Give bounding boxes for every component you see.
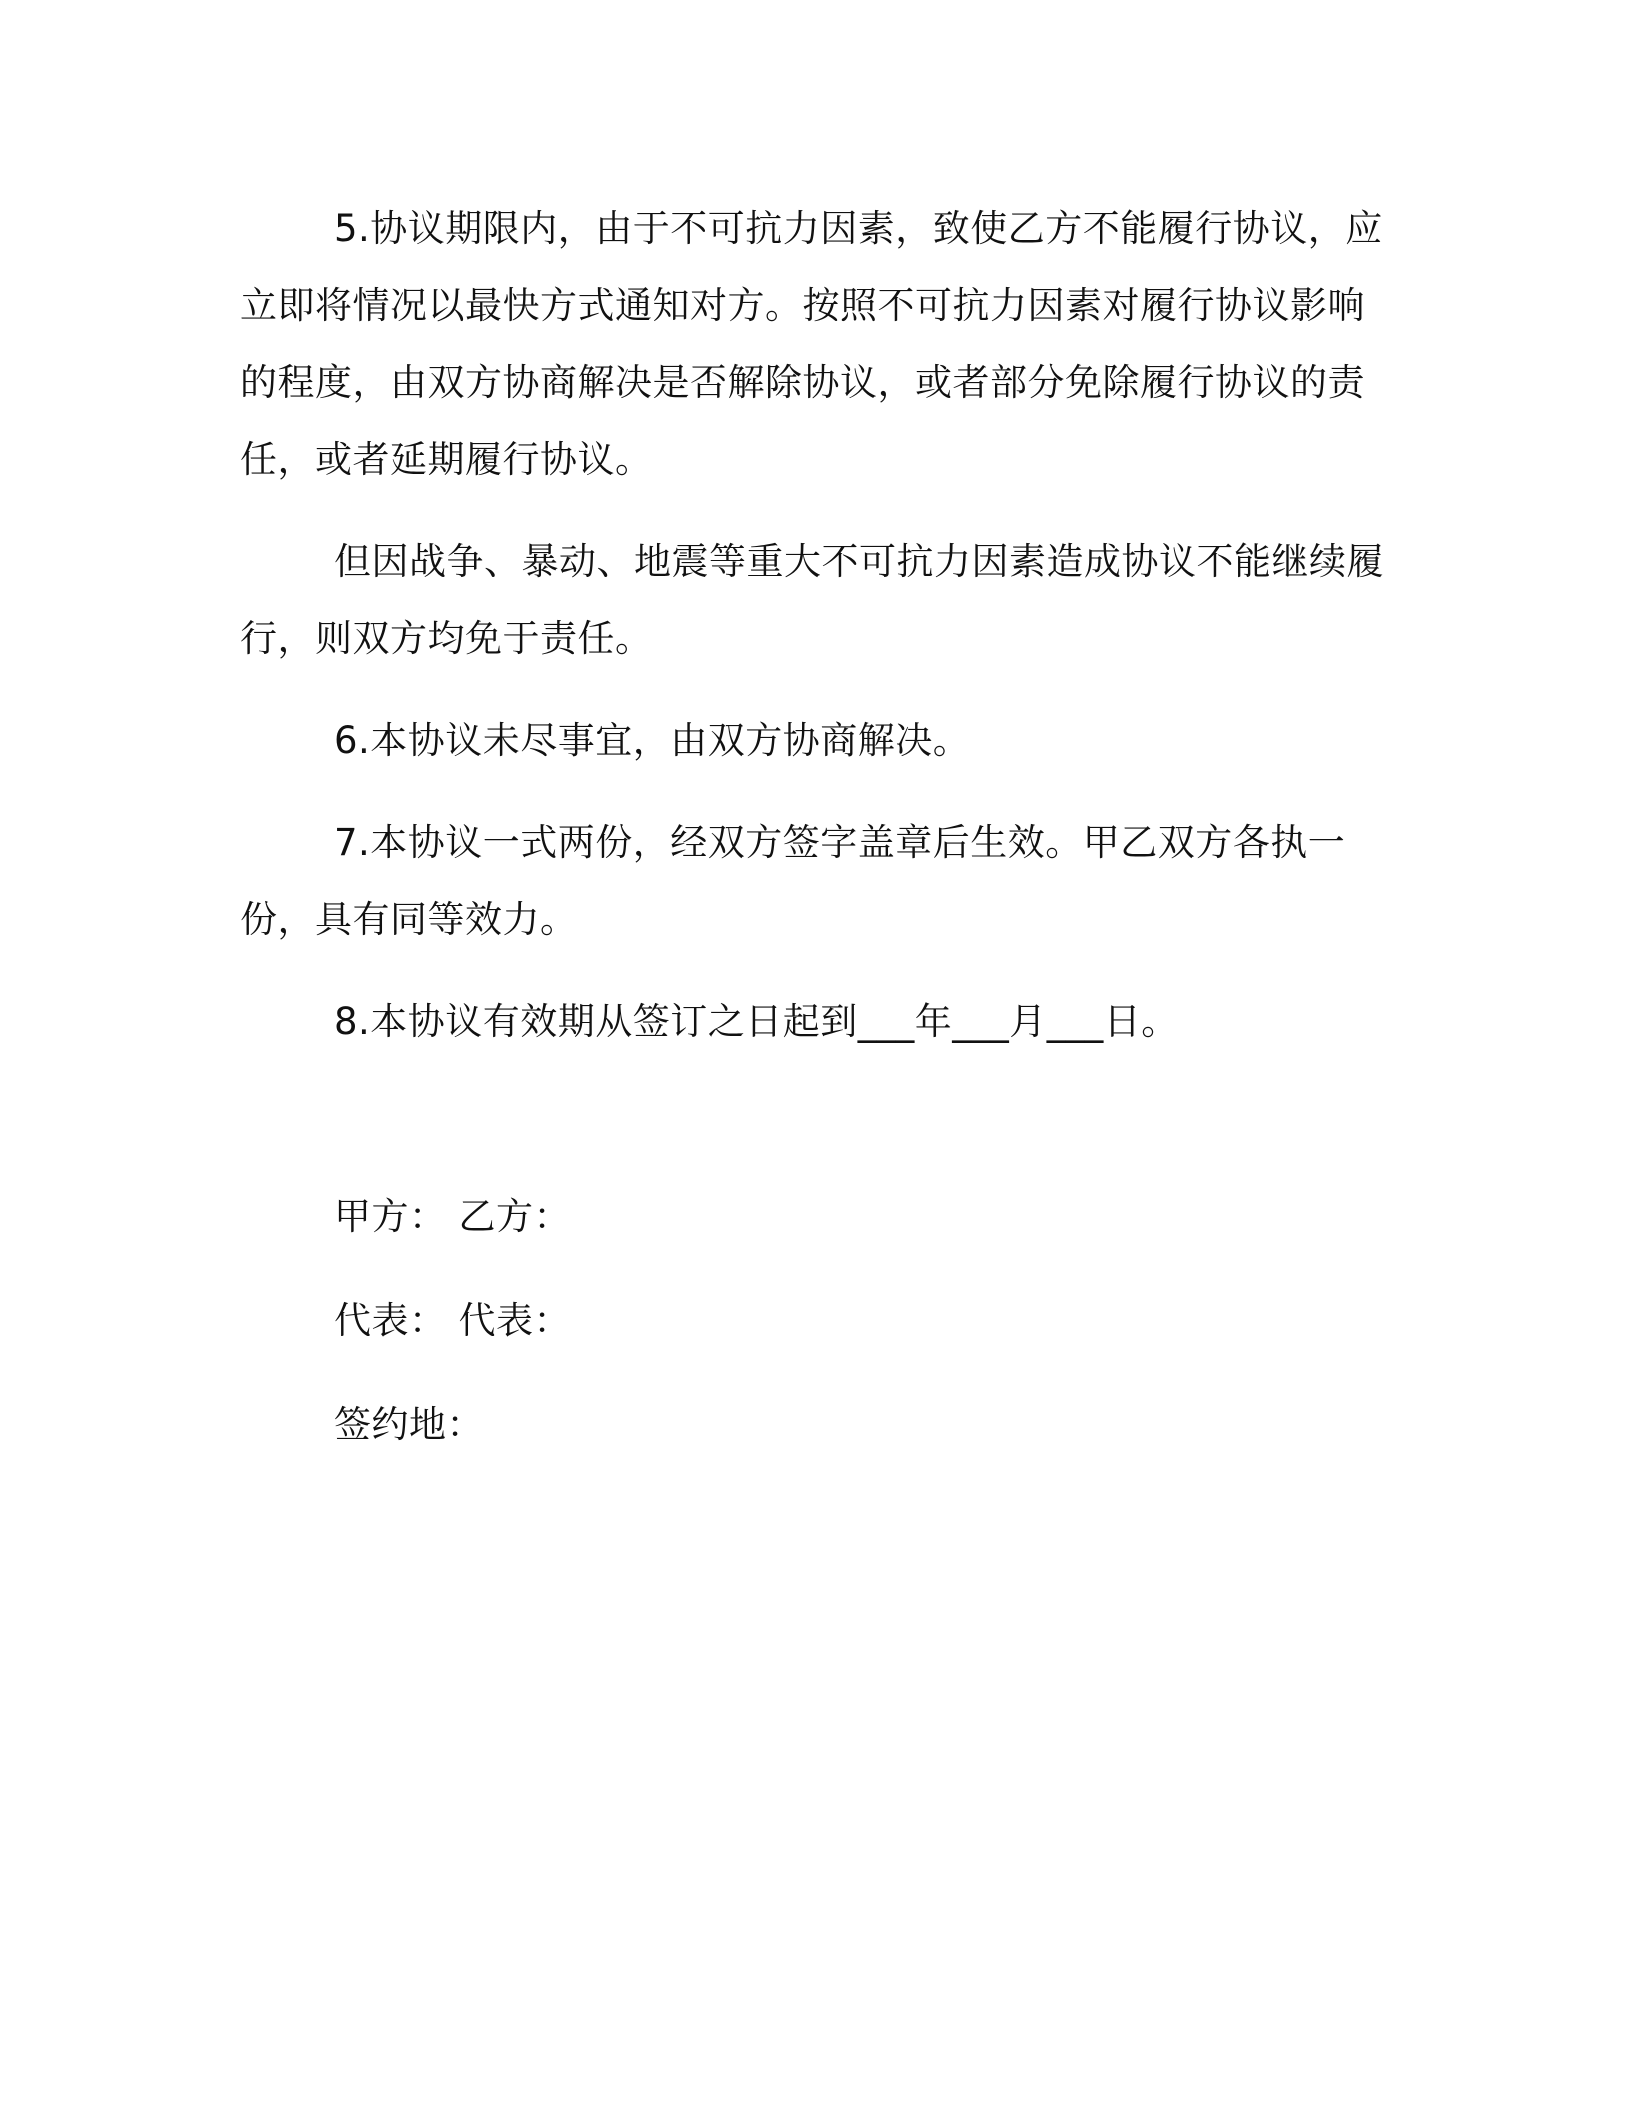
clause-8-paragraph: 8.本协议有效期从签订之日起到___年___月___日。	[334, 1000, 1179, 1043]
clause-6-paragraph: 6.本协议未尽事宜，由双方协商解决。	[334, 719, 971, 762]
clause-5-paragraph: 5.协议期限内，由于不可抗力因素，致使乙方不能履行协议，应立即将情况以最快方式通知对方。按照不可抗力因素对履行协议影响的程度，由双方协商解决是否解除协议，或者部分免除履行协议的责任，或者延期履行协议。	[240, 207, 1383, 481]
force-majeure-exemption-paragraph: 但因战争、暴动、地震等重大不可抗力因素造成协议不能继续履行，则双方均免于责任。	[240, 540, 1384, 660]
party-signature-line	[334, 1192, 1234, 1242]
representative-a-label: 代表：	[334, 1299, 447, 1342]
clause-7-paragraph: 7.本协议一式两份，经双方签字盖章后生效。甲乙双方各执一份，具有同等效力。	[240, 821, 1346, 941]
representative-b-label: 代表：	[458, 1299, 571, 1342]
representative-signature-line	[334, 1296, 1234, 1346]
party-b-label: 乙方：	[458, 1195, 571, 1238]
party-a-label: 甲方：	[334, 1195, 447, 1238]
agreement-body	[240, 190, 1400, 1060]
signing-place-label: 签约地：	[334, 1403, 484, 1446]
signing-place-line	[334, 1400, 1234, 1450]
